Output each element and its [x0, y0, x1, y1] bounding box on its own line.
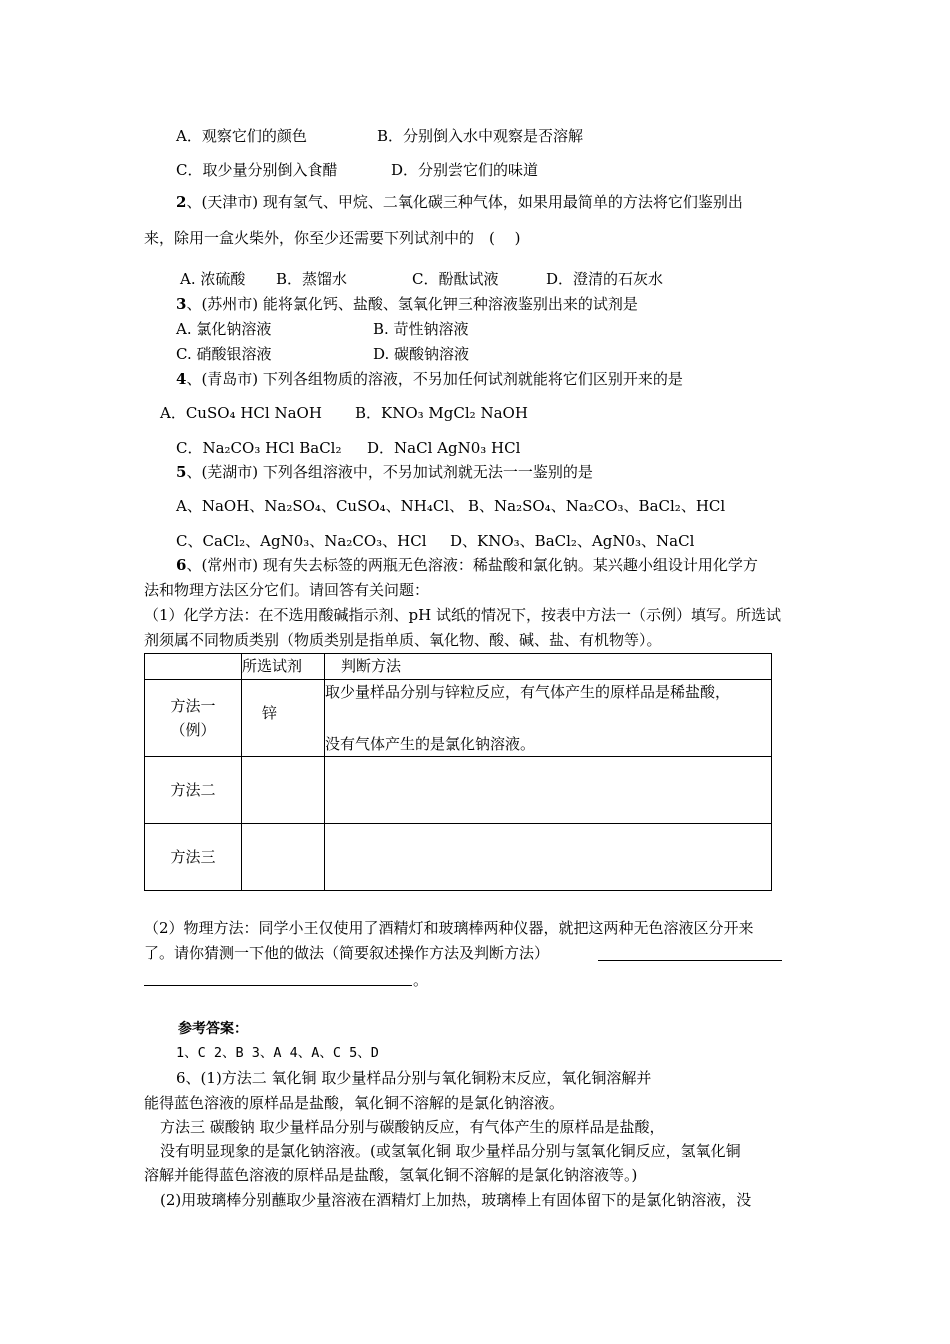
- answers-choices: 1、C 2、B 3、A 4、A、C 5、D: [176, 1045, 379, 1061]
- q3-number: 3: [176, 295, 187, 313]
- q5-stem: 5、(芜湖市) 下列各组溶液中，不另加试剂就无法一一鉴别的是: [176, 463, 593, 481]
- q2-option-a: A. 浓硫酸: [180, 270, 246, 288]
- q6-number: 6: [176, 556, 187, 574]
- answer-blank-line1[interactable]: [598, 960, 782, 961]
- answer6-line6: (2)用玻璃棒分别蘸取少量溶液在酒精灯上加热，玻璃棒上有固体留下的是氯化钠溶液，没: [160, 1191, 752, 1209]
- answer6-line4: 没有明显现象的是氯化钠溶液。(或氢氧化铜 取少量样品分别与氢氧化铜反应，氢氧化铜: [160, 1142, 741, 1160]
- row3-reagent-cell[interactable]: [242, 824, 325, 891]
- row2-method-cell[interactable]: [325, 757, 772, 824]
- q5-option-c: C、CaCl₂、AgN0₃、Na₂CO₃、HCl: [176, 532, 427, 550]
- q4-option-d: D．NaCl AgN0₃ HCl: [367, 439, 521, 457]
- q2-option-d: D．澄清的石灰水: [546, 270, 664, 288]
- q4-option-b: B．KNO₃ MgCl₂ NaOH: [355, 404, 528, 422]
- q5-option-d: D、KNO₃、BaCl₂、AgN0₃、NaCl: [450, 532, 695, 550]
- q1-option-a: A．观察它们的颜色: [176, 127, 307, 145]
- table-row: [145, 757, 772, 824]
- q2-stem-line1: 2、(天津市) 现有氢气、甲烷、二氧化碳三种气体，如果用最简单的方法将它们鉴别出: [176, 193, 743, 211]
- q3-option-a: A. 氯化钠溶液: [176, 320, 272, 338]
- table-header-row: [145, 654, 772, 680]
- q6-part1-line2: 剂须属不同物质类别（物质类别是指单质、氧化物、酸、碱、盐、有机物等）。: [144, 631, 662, 649]
- q2-option-b: B．蒸馏水: [276, 270, 348, 288]
- q2-stem-line2: 来，除用一盒火柴外，你至少还需要下列试剂中的 ( ): [144, 229, 521, 247]
- answer-blank-line2[interactable]: [144, 985, 412, 986]
- q2-option-c: C．酚酞试液: [412, 270, 499, 288]
- q5-number: 5: [176, 463, 187, 481]
- header-empty-cell: [145, 654, 242, 680]
- q1-option-d: D．分别尝它们的味道: [391, 161, 539, 179]
- q4-option-c: C．Na₂CO₃ HCl BaCl₂: [176, 439, 342, 457]
- table-row: [145, 824, 772, 891]
- header-reagent-cell: 所选试剂: [242, 654, 325, 680]
- q4-stem: 4、(青岛市) 下列各组物质的溶液，不另加任何试剂就能将它们区别开来的是: [176, 370, 683, 388]
- row1-method-cell: 取少量样品分别与锌粒反应，有气体产生的原样品是稀盐酸， 没有气体产生的是氯化钠溶液。: [325, 680, 772, 757]
- row2-reagent-cell[interactable]: [242, 757, 325, 824]
- q6-part1-line1: （1）化学方法：在不选用酸碱指示剂、pH 试纸的情况下，按表中方法一（示例）填写。所选试: [144, 606, 781, 624]
- header-method-cell: 判断方法: [325, 654, 772, 680]
- q6-part2-line1: （2）物理方法：同学小王仅使用了酒精灯和玻璃棒两种仪器，就把这两种无色溶液区分开来: [144, 919, 754, 937]
- q1-option-c: C．取少量分别倒入食醋: [176, 161, 338, 179]
- answer6-line2: 能得蓝色溶液的原样品是盐酸，氧化铜不溶解的是氯化钠溶液。: [144, 1094, 565, 1112]
- table-row: [145, 680, 772, 757]
- answers-heading: 参考答案：: [178, 1021, 248, 1037]
- q3-option-b: B. 苛性钠溶液: [373, 320, 469, 338]
- row3-label-cell: 方法三: [145, 824, 242, 891]
- q6-stem-line2: 法和物理方法区分它们。请回答有关问题：: [144, 581, 430, 599]
- methods-table: [144, 653, 772, 891]
- row1-reagent-cell: 锌: [242, 680, 325, 757]
- q3-option-c: C. 硝酸银溶液: [176, 345, 272, 363]
- q5-option-a: A、NaOH、Na₂SO₄、CuSO₄、NH₄Cl、: [176, 497, 465, 515]
- row3-method-cell[interactable]: [325, 824, 772, 891]
- q6-stem-line1: 6、(常州市) 现有失去标签的两瓶无色溶液：稀盐酸和氯化钠。某兴趣小组设计用化学方: [176, 556, 758, 574]
- row2-label-cell: 方法二: [145, 757, 242, 824]
- q4-number: 4: [176, 370, 187, 388]
- answer6-line1: 6、(1)方法二 氧化铜 取少量样品分别与氧化铜粉末反应，氧化铜溶解并: [176, 1069, 652, 1087]
- answer6-line5: 溶解并能得蓝色溶液的原样品是盐酸，氢氧化铜不溶解的是氯化钠溶液等。): [144, 1166, 638, 1184]
- q4-option-a: A．CuSO₄ HCl NaOH: [160, 404, 322, 422]
- q6-part2-line2: 了。请你猜测一下他的做法（简要叙述操作方法及判断方法）: [144, 944, 550, 962]
- q3-option-d: D. 碳酸钠溶液: [373, 345, 470, 363]
- answer6-line3: 方法三 碳酸钠 取少量样品分别与碳酸钠反应，有气体产生的原样品是盐酸，: [160, 1118, 665, 1136]
- q5-option-b: B、Na₂SO₄、Na₂CO₃、BaCl₂、HCl: [468, 497, 726, 515]
- row1-label-cell: 方法一 （例）: [145, 680, 242, 757]
- q6-part2-end: 。: [413, 971, 429, 989]
- q2-number: 2: [176, 193, 187, 211]
- q3-stem: 3、(苏州市) 能将氯化钙、盐酸、氢氧化钾三种溶液鉴别出来的试剂是: [176, 295, 638, 313]
- q1-option-b: B．分别倒入水中观察是否溶解: [377, 127, 584, 145]
